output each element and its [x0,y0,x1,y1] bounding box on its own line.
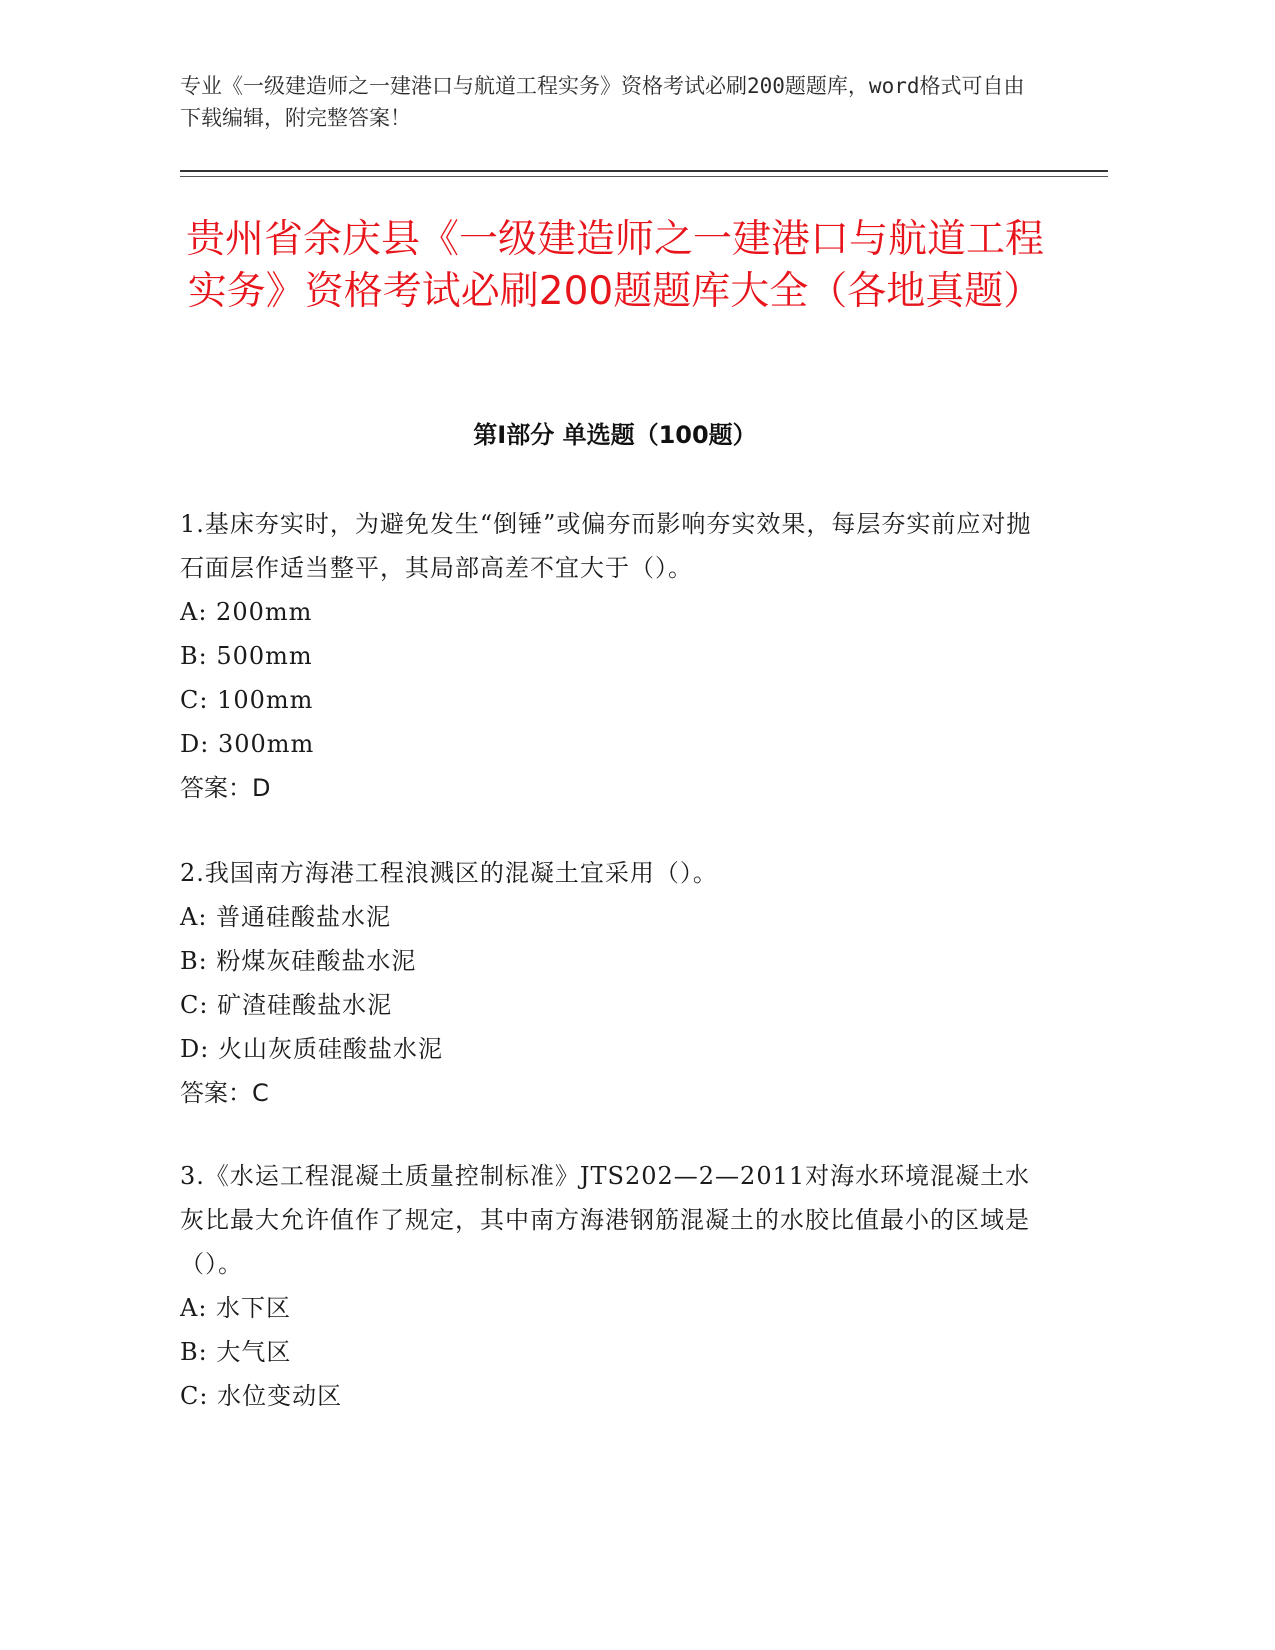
answer: 答案：C [180,1079,269,1107]
option-c: C: 水位变动区 [180,1382,343,1410]
option-b: B: 500mm [180,642,313,670]
question-1 [180,502,1040,810]
option-d: D: 火山灰质硅酸盐水泥 [180,1035,443,1063]
answer: 答案：D [180,774,271,802]
section-title: 第Ⅰ部分 单选题（100题） [473,421,757,449]
header-rule-thick [180,170,1108,172]
document-title: 贵州省余庆县《一级建造师之一建港口与航道工程实务》资格考试必刷200题题库大全（各地真题） [185,217,1044,314]
question-stem: 2.我国南方海港工程浪溅区的混凝土宜采用（）。 [180,859,718,887]
option-b: B: 大气区 [180,1338,292,1366]
option-b: B: 粉煤灰硅酸盐水泥 [180,947,417,975]
header-rule-thin [180,176,1108,177]
option-a: A: 普通硅酸盐水泥 [180,903,392,931]
question-stem: 3.《水运工程混凝土质量控制标准》JTS202—2—2011对海水环境混凝土水灰比最大允许值作了规定，其中南方海港钢筋混凝土的水胶比值最小的区域是（）。 [180,1162,1031,1278]
header-note: 专业《一级建造师之一建港口与航道工程实务》资格考试必刷200题题库，word格式可自由下载编辑，附完整答案！ [180,74,1025,130]
option-a: A: 水下区 [180,1294,292,1322]
option-d: D: 300mm [180,730,315,758]
option-c: C: 矿渣硅酸盐水泥 [180,991,393,1019]
option-c: C: 100mm [180,686,314,714]
question-stem: 1.基床夯实时，为避免发生“倒锤”或偏夯而影响夯实效果，每层夯实前应对抛石面层作适当整平，其局部高差不宜大于（）。 [180,510,1032,582]
question-2 [180,851,1040,1115]
question-3 [180,1154,1040,1418]
option-a: A: 200mm [180,598,313,626]
